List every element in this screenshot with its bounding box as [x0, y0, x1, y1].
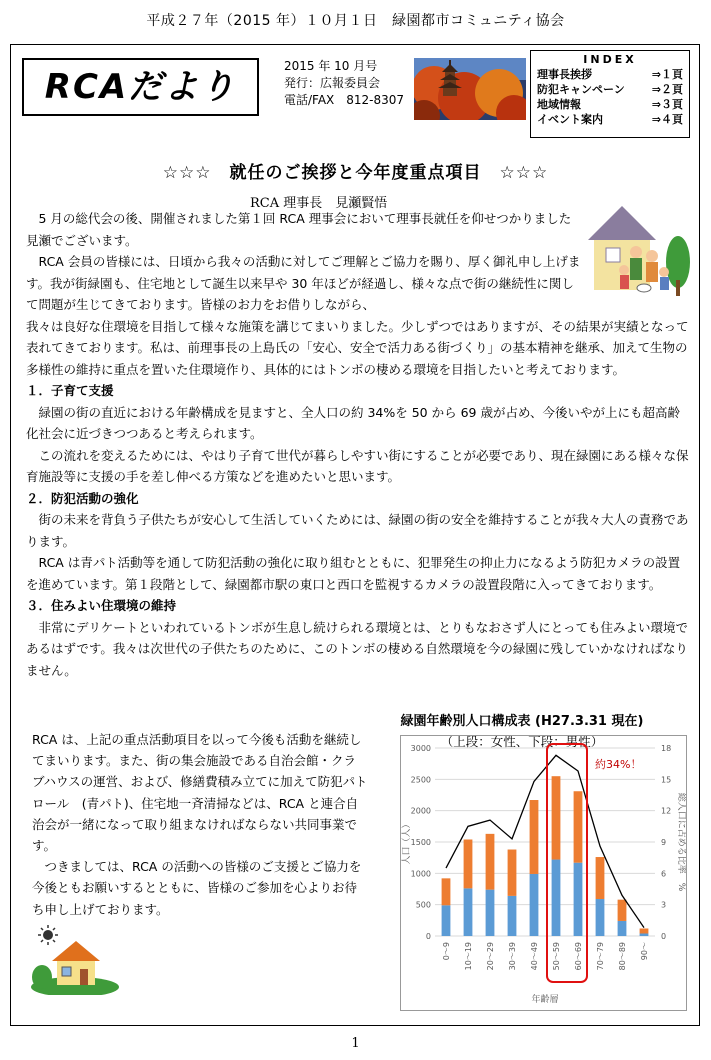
x-tick-label: 50～59: [552, 942, 561, 971]
x-tick-label: 60～69: [574, 942, 583, 971]
section-paragraph: 緑園の街の直近における年齢構成を見ますと、全人口の約 34%を 50 から 69 歳が占め、今後いやが上にも超高齢化社会に近づきつつあると考えられます。: [26, 404, 680, 441]
index-row[interactable]: [537, 112, 683, 127]
index-label: 防犯キャンペーン: [537, 83, 625, 96]
bar-female: [552, 776, 561, 859]
index-row[interactable]: [537, 97, 683, 112]
y-tick-label: 1000: [410, 869, 431, 879]
intro-paragraph-3: 我々は良好な住環境を目指して様々な施策を講じてまいりました。少しずつではありますが、その結果が実績となって表れてきております。私は、前理事長の上島氏の「安心、安全で活力ある街づくり」の基本精神を継承、加えて生物の多様性の維持に重点を置いた住環境作り、具体的にはトンボの棲める環境を目指したいと考えております。: [26, 318, 689, 377]
newsletter-date-header: 平成２７年（2015 年）１０月１日 緑園都市コミュニティ協会: [146, 13, 565, 29]
bar-female: [574, 791, 583, 862]
closing-paragraph-2: つきましては、RCA の活動への皆様のご支援とご協力を今後ともお願いするとともに、皆様のご参加を心よりお待ち申し上げております。: [32, 859, 362, 917]
x-tick-label: 80～89: [618, 942, 627, 971]
section-title: ３．住みよい住環境の維持: [26, 598, 177, 613]
article-author: RCA 理事長 見瀬賢悟: [250, 196, 388, 211]
y2-tick-label: 9: [661, 838, 667, 847]
section-paragraph: 街の未来を背負う子供たちが安心して生活していくためには、緑園の街の安全を維持することが我々大人の責務であります。: [26, 512, 689, 549]
bar-male: [640, 933, 649, 936]
index-title: INDEX: [583, 53, 637, 66]
x-tick-label: 0～9: [442, 942, 451, 961]
bar-female: [618, 900, 627, 921]
bar-male: [596, 899, 605, 936]
issue-publisher: 発行：広報委員会: [284, 76, 381, 90]
closing-text: [32, 729, 368, 920]
chart-subtitle: （上段：女性、下段：男性）: [440, 734, 604, 749]
bar-female: [442, 878, 451, 905]
x-tick-label: 10～19: [464, 942, 473, 971]
intro-paragraph-1: 5 月の総代会の後、開催されました第１回 RCA 理事会において理事長就任を仰せつかりました見瀬でございます。: [26, 211, 572, 248]
issue-date: 2015 年 10 月号: [284, 59, 378, 73]
bar-male: [442, 905, 451, 936]
chart-annotation: 約34%！: [595, 758, 642, 771]
bar-female: [530, 800, 539, 874]
index-page: ⇒４頁: [651, 113, 683, 126]
x-axis-label: 年齢層: [531, 995, 559, 1005]
index-page: ⇒３頁: [651, 98, 683, 111]
population-chart-frame: [400, 735, 687, 1011]
y2-tick-label: 3: [661, 900, 667, 910]
intro-paragraph-2: RCA 会員の皆様には、日頃から我々の活動に対してご理解とご協力を賜り、厚く御礼申し上げます。我が街緑園も、住宅地として誕生以来早や 30 年ほどが経過し、様々な点で街の継続性に関して問題が生じてきております。皆様のお力をお借りしながら、: [26, 254, 581, 312]
y-tick-label: 1500: [410, 838, 431, 847]
y2-axis-label: 総人口に占める比率 %: [676, 792, 686, 892]
y-tick-label: 2500: [410, 775, 431, 785]
index-row[interactable]: [537, 82, 683, 97]
bar-male: [618, 921, 627, 936]
x-tick-label: 90～: [640, 942, 649, 961]
house-sun-illustration: [30, 925, 120, 995]
y2-tick-label: 18: [661, 744, 672, 753]
article-headline: ☆☆☆ 就任のご挨拶と今年度重点項目 ☆☆☆: [162, 163, 549, 183]
index-label: 理事長挨拶: [537, 68, 592, 81]
bar-male: [530, 874, 539, 936]
issue-phone: 電話/FAX 812-8307: [284, 93, 405, 107]
population-chart: [401, 736, 686, 1010]
x-tick-label: 40～49: [530, 942, 539, 971]
bar-female: [486, 834, 495, 890]
bar-female: [464, 839, 473, 888]
bar-male: [464, 888, 473, 936]
bar-female: [596, 857, 605, 899]
bar-female: [508, 850, 517, 896]
ratio-line: [446, 755, 644, 927]
bar-male: [574, 863, 583, 936]
section-paragraph: RCA は青パト活動等を通して防犯活動の強化に取り組むとともに、犯罪発生の抑止力になるよう防犯カメラの設置を進めています。第１段階として、緑園都市駅の東口と西口を監視するカメラの設置段階に入ってきております。: [26, 555, 681, 592]
bar-male: [486, 890, 495, 936]
issue-info: [284, 58, 404, 109]
y-tick-label: 0: [425, 932, 431, 941]
page-number: 1: [351, 1036, 360, 1051]
index-box: [530, 50, 690, 138]
x-tick-label: 30～39: [508, 942, 517, 971]
y2-tick-label: 0: [661, 932, 667, 941]
section-paragraph: 非常にデリケートといわれているトンボが生息し続けられる環境とは、とりもなおさず人にとっても住みよい環境であるはずです。我々は次世代の子供たちのために、このトンボの棲める自然環境を今の緑園に残していかなければなりません。: [26, 619, 689, 678]
section-title: ２．防犯活動の強化: [26, 490, 139, 506]
y-tick-label: 3000: [410, 744, 431, 753]
chart-title: 緑園年齢別人口構成表 (H27.3.31 現在): [400, 714, 644, 729]
bar-male: [552, 860, 561, 936]
x-tick-label: 20～29: [486, 942, 495, 971]
y2-tick-label: 12: [661, 806, 672, 816]
bar-male: [508, 896, 517, 936]
newsletter-logo: RCAだより: [22, 58, 259, 116]
x-tick-label: 70～79: [596, 942, 605, 971]
index-row[interactable]: [537, 67, 683, 82]
section-paragraph: この流れを変えるためには、やはり子育て世代が暮らしやすい街にすることが必要であり、現在緑園にある様々な保育施設等に支援の手を差し伸べる方策などを進めたいと思います。: [26, 447, 689, 484]
article-body: [26, 208, 690, 681]
bar-female: [640, 928, 649, 933]
closing-paragraph-1: RCA は、上記の重点活動項目を以って今後も活動を継続してまいります。また、街の集会施設である自治会館・クラブハウスの運営、および、修繕費積み立てに加えて防犯パトロール (青パト)、住宅地一斉清掃などは、RCA と連合自治会が一緒になって取り組まなければならない共同事業です。: [32, 732, 368, 854]
y-tick-label: 500: [415, 900, 431, 910]
y-tick-label: 2000: [410, 806, 431, 816]
index-label: イベント案内: [537, 113, 603, 126]
autumn-temple-photo: [414, 58, 526, 120]
index-page: ⇒１頁: [651, 68, 683, 81]
y2-tick-label: 15: [661, 775, 672, 785]
y2-tick-label: 6: [661, 869, 667, 879]
section-title: １．子育て支援: [26, 383, 114, 398]
index-page: ⇒２頁: [651, 83, 683, 96]
index-label: 地域情報: [537, 98, 581, 111]
y-axis-label: 人口（人）: [402, 819, 412, 865]
